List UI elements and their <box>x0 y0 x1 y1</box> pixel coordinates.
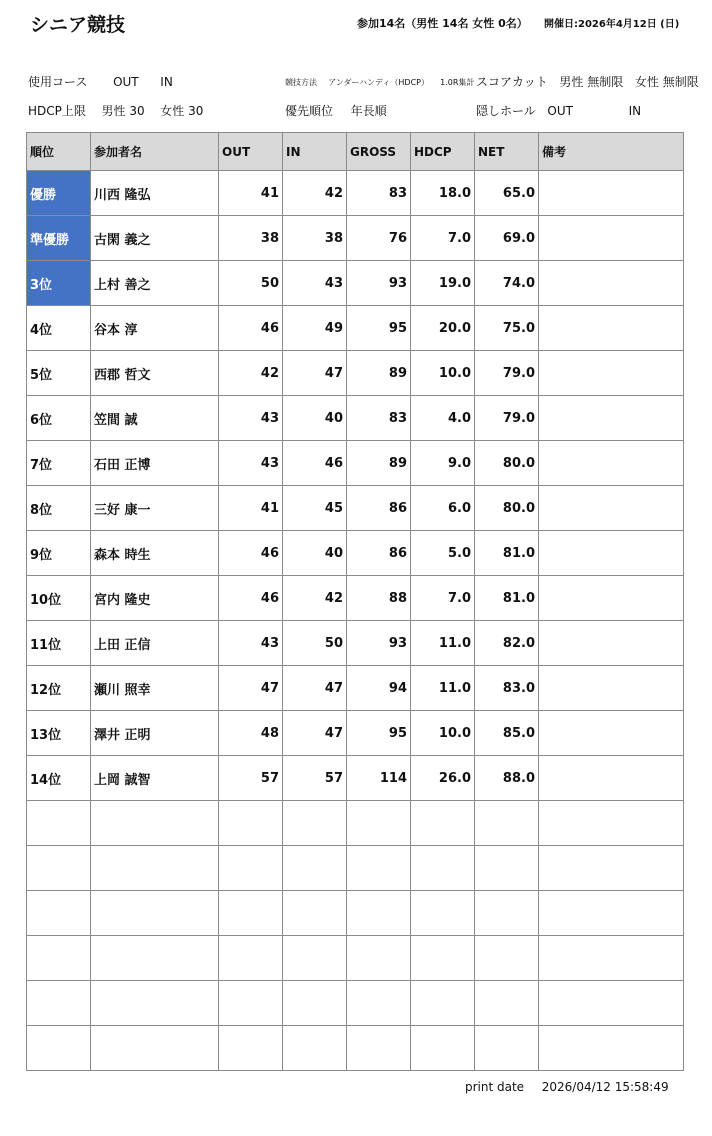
gross-score-cell <box>347 846 411 891</box>
gross-score-cell <box>347 1026 411 1071</box>
hidden-hole-label: 隠しホール <box>476 104 536 118</box>
note-cell <box>539 171 684 216</box>
hdcp-cell <box>411 891 475 936</box>
in-score-cell: 50 <box>283 621 347 666</box>
gross-score-cell <box>347 981 411 1026</box>
player-name-cell: 三好 康一 <box>91 486 219 531</box>
rank-cell: 12位 <box>27 666 91 711</box>
player-name-cell: 上岡 誠智 <box>91 756 219 801</box>
in-score-cell: 42 <box>283 576 347 621</box>
hdcp-cell: 11.0 <box>411 666 475 711</box>
rank-cell <box>27 1026 91 1071</box>
out-score-cell <box>219 891 283 936</box>
net-score-cell <box>475 846 539 891</box>
player-name-cell: 石田 正博 <box>91 441 219 486</box>
hdcp-cell <box>411 936 475 981</box>
table-row <box>27 261 684 306</box>
table-row <box>27 216 684 261</box>
hdcp-cell: 7.0 <box>411 576 475 621</box>
note-cell <box>539 891 684 936</box>
course-info <box>28 73 173 90</box>
hdcp-cell: 18.0 <box>411 171 475 216</box>
net-score-cell: 81.0 <box>475 531 539 576</box>
gross-score-cell: 93 <box>347 261 411 306</box>
in-score-cell: 43 <box>283 261 347 306</box>
net-score-cell: 81.0 <box>475 576 539 621</box>
scorecut-info <box>476 73 699 90</box>
in-score-cell: 47 <box>283 711 347 756</box>
note-cell <box>539 1026 684 1071</box>
column-header: 備考 <box>539 133 684 171</box>
in-score-cell <box>283 801 347 846</box>
out-score-cell: 41 <box>219 486 283 531</box>
note-cell <box>539 576 684 621</box>
hdcp-label: HDCP上限 <box>28 104 86 118</box>
player-name-cell: 谷本 淳 <box>91 306 219 351</box>
table-row <box>27 621 684 666</box>
out-score-cell: 46 <box>219 306 283 351</box>
out-score-cell: 41 <box>219 171 283 216</box>
player-name-cell <box>91 936 219 981</box>
rank-cell: 優勝 <box>27 171 91 216</box>
player-name-cell: 上田 正信 <box>91 621 219 666</box>
hdcp-male: 男性 30 <box>101 104 145 118</box>
player-name-cell <box>91 891 219 936</box>
rank-cell: 7位 <box>27 441 91 486</box>
note-cell <box>539 936 684 981</box>
scorecut-label: スコアカット <box>476 75 548 89</box>
player-name-cell: 瀬川 照幸 <box>91 666 219 711</box>
note-cell <box>539 756 684 801</box>
note-cell <box>539 351 684 396</box>
hidden-hole-info <box>476 102 641 119</box>
hdcp-cell: 26.0 <box>411 756 475 801</box>
event-date: 開催日:2026年4月12日 (日) <box>544 19 680 30</box>
out-score-cell <box>219 801 283 846</box>
rank-cell <box>27 891 91 936</box>
note-cell <box>539 981 684 1026</box>
out-score-cell: 42 <box>219 351 283 396</box>
gross-score-cell: 86 <box>347 531 411 576</box>
note-cell <box>539 396 684 441</box>
out-score-cell <box>219 981 283 1026</box>
in-score-cell: 40 <box>283 531 347 576</box>
out-score-cell: 48 <box>219 711 283 756</box>
in-score-cell: 47 <box>283 351 347 396</box>
priority-value: 年長順 <box>350 104 387 118</box>
gross-score-cell: 76 <box>347 216 411 261</box>
in-score-cell: 45 <box>283 486 347 531</box>
gross-score-cell: 89 <box>347 351 411 396</box>
hdcp-cell: 10.0 <box>411 351 475 396</box>
note-cell <box>539 306 684 351</box>
player-name-cell: 川西 隆弘 <box>91 171 219 216</box>
net-score-cell: 69.0 <box>475 216 539 261</box>
participant-count: 参加14名（男性 14名 女性 0名） <box>357 17 528 30</box>
out-score-cell: 50 <box>219 261 283 306</box>
player-name-cell: 古閑 義之 <box>91 216 219 261</box>
course-out: OUT <box>113 75 139 89</box>
table-row <box>27 711 684 756</box>
rank-cell <box>27 846 91 891</box>
table-row <box>27 351 684 396</box>
gross-score-cell: 94 <box>347 666 411 711</box>
rank-cell: 10位 <box>27 576 91 621</box>
gross-score-cell <box>347 801 411 846</box>
out-score-cell: 57 <box>219 756 283 801</box>
player-name-cell <box>91 1026 219 1071</box>
method-count: 1.0R集計 <box>440 78 475 87</box>
scorecut-male: 男性 無制限 <box>559 75 624 89</box>
gross-score-cell: 114 <box>347 756 411 801</box>
hdcp-cell: 4.0 <box>411 396 475 441</box>
in-score-cell <box>283 936 347 981</box>
gross-score-cell: 86 <box>347 486 411 531</box>
column-header: 参加者名 <box>91 133 219 171</box>
hdcp-info <box>28 102 203 119</box>
out-score-cell: 46 <box>219 576 283 621</box>
gross-score-cell: 83 <box>347 171 411 216</box>
empty-table-row <box>27 1026 684 1071</box>
print-date-label: print date <box>465 1080 525 1094</box>
rank-cell <box>27 981 91 1026</box>
player-name-cell: 西郡 哲文 <box>91 351 219 396</box>
gross-score-cell: 95 <box>347 711 411 756</box>
column-header: NET <box>475 133 539 171</box>
rank-cell: 5位 <box>27 351 91 396</box>
rank-cell: 4位 <box>27 306 91 351</box>
out-score-cell: 43 <box>219 396 283 441</box>
table-row <box>27 441 684 486</box>
table-row <box>27 756 684 801</box>
hdcp-cell: 9.0 <box>411 441 475 486</box>
out-score-cell: 43 <box>219 441 283 486</box>
hidden-hole-in: IN <box>628 104 642 118</box>
net-score-cell: 82.0 <box>475 621 539 666</box>
rank-cell: 3位 <box>27 261 91 306</box>
net-score-cell: 83.0 <box>475 666 539 711</box>
method-label: 競技方法 <box>285 78 317 87</box>
note-cell <box>539 216 684 261</box>
net-score-cell <box>475 1026 539 1071</box>
hdcp-cell: 6.0 <box>411 486 475 531</box>
out-score-cell: 43 <box>219 621 283 666</box>
out-score-cell <box>219 1026 283 1071</box>
hdcp-cell <box>411 801 475 846</box>
rank-cell: 8位 <box>27 486 91 531</box>
note-cell <box>539 846 684 891</box>
gross-score-cell: 88 <box>347 576 411 621</box>
in-score-cell <box>283 1026 347 1071</box>
in-score-cell: 57 <box>283 756 347 801</box>
gross-score-cell <box>347 936 411 981</box>
note-cell <box>539 531 684 576</box>
hdcp-cell: 20.0 <box>411 306 475 351</box>
note-cell <box>539 711 684 756</box>
player-name-cell: 上村 善之 <box>91 261 219 306</box>
column-header: 順位 <box>27 133 91 171</box>
results-table <box>26 132 684 1071</box>
table-row <box>27 396 684 441</box>
hdcp-cell: 11.0 <box>411 621 475 666</box>
empty-table-row <box>27 846 684 891</box>
note-cell <box>539 441 684 486</box>
rank-cell: 6位 <box>27 396 91 441</box>
player-name-cell: 笠間 誠 <box>91 396 219 441</box>
net-score-cell: 74.0 <box>475 261 539 306</box>
net-score-cell: 85.0 <box>475 711 539 756</box>
in-score-cell: 46 <box>283 441 347 486</box>
rank-cell: 14位 <box>27 756 91 801</box>
table-row <box>27 486 684 531</box>
table-row <box>27 306 684 351</box>
rank-cell: 11位 <box>27 621 91 666</box>
gross-score-cell: 95 <box>347 306 411 351</box>
page-title: シニア競技 <box>30 14 126 36</box>
in-score-cell: 47 <box>283 666 347 711</box>
column-header: OUT <box>219 133 283 171</box>
hdcp-cell: 19.0 <box>411 261 475 306</box>
empty-table-row <box>27 801 684 846</box>
hdcp-female: 女性 30 <box>160 104 204 118</box>
course-in: IN <box>160 75 173 89</box>
player-name-cell: 宮内 隆史 <box>91 576 219 621</box>
net-score-cell: 79.0 <box>475 396 539 441</box>
in-score-cell: 40 <box>283 396 347 441</box>
note-cell <box>539 666 684 711</box>
method-info <box>285 77 474 88</box>
net-score-cell: 88.0 <box>475 756 539 801</box>
table-row <box>27 531 684 576</box>
net-score-cell: 75.0 <box>475 306 539 351</box>
out-score-cell: 46 <box>219 531 283 576</box>
empty-table-row <box>27 936 684 981</box>
player-name-cell: 森本 時生 <box>91 531 219 576</box>
print-date <box>465 1080 669 1094</box>
net-score-cell: 80.0 <box>475 486 539 531</box>
note-cell <box>539 486 684 531</box>
player-name-cell: 澤井 正明 <box>91 711 219 756</box>
net-score-cell: 79.0 <box>475 351 539 396</box>
gross-score-cell: 83 <box>347 396 411 441</box>
hdcp-cell: 5.0 <box>411 531 475 576</box>
in-score-cell: 49 <box>283 306 347 351</box>
gross-score-cell <box>347 891 411 936</box>
table-row <box>27 171 684 216</box>
column-header: IN <box>283 133 347 171</box>
print-date-value: 2026/04/12 15:58:49 <box>541 1080 669 1094</box>
net-score-cell <box>475 891 539 936</box>
column-header: HDCP <box>411 133 475 171</box>
hdcp-cell <box>411 981 475 1026</box>
column-header: GROSS <box>347 133 411 171</box>
out-score-cell: 47 <box>219 666 283 711</box>
hdcp-cell: 10.0 <box>411 711 475 756</box>
in-score-cell: 38 <box>283 216 347 261</box>
in-score-cell <box>283 846 347 891</box>
priority-label: 優先順位 <box>285 104 334 118</box>
table-header-row <box>27 133 684 171</box>
rank-cell <box>27 936 91 981</box>
priority-info <box>285 102 387 119</box>
scorecut-female: 女性 無制限 <box>634 75 699 89</box>
empty-table-row <box>27 981 684 1026</box>
gross-score-cell: 89 <box>347 441 411 486</box>
net-score-cell <box>475 981 539 1026</box>
table-row <box>27 576 684 621</box>
rank-cell: 13位 <box>27 711 91 756</box>
table-row <box>27 666 684 711</box>
out-score-cell <box>219 846 283 891</box>
player-name-cell <box>91 846 219 891</box>
rank-cell: 9位 <box>27 531 91 576</box>
in-score-cell: 42 <box>283 171 347 216</box>
out-score-cell: 38 <box>219 216 283 261</box>
hdcp-cell <box>411 846 475 891</box>
rank-cell <box>27 801 91 846</box>
player-name-cell <box>91 981 219 1026</box>
note-cell <box>539 801 684 846</box>
out-score-cell <box>219 936 283 981</box>
hdcp-cell <box>411 1026 475 1071</box>
note-cell <box>539 621 684 666</box>
hidden-hole-out: OUT <box>547 104 573 118</box>
method-value: アンダーハンディ（HDCP） <box>328 78 429 87</box>
net-score-cell: 65.0 <box>475 171 539 216</box>
net-score-cell <box>475 801 539 846</box>
in-score-cell <box>283 981 347 1026</box>
hdcp-cell: 7.0 <box>411 216 475 261</box>
course-label: 使用コース <box>28 75 88 89</box>
in-score-cell <box>283 891 347 936</box>
player-name-cell <box>91 801 219 846</box>
note-cell <box>539 261 684 306</box>
empty-table-row <box>27 891 684 936</box>
net-score-cell: 80.0 <box>475 441 539 486</box>
net-score-cell <box>475 936 539 981</box>
results-body <box>27 171 684 1071</box>
rank-cell: 準優勝 <box>27 216 91 261</box>
gross-score-cell: 93 <box>347 621 411 666</box>
